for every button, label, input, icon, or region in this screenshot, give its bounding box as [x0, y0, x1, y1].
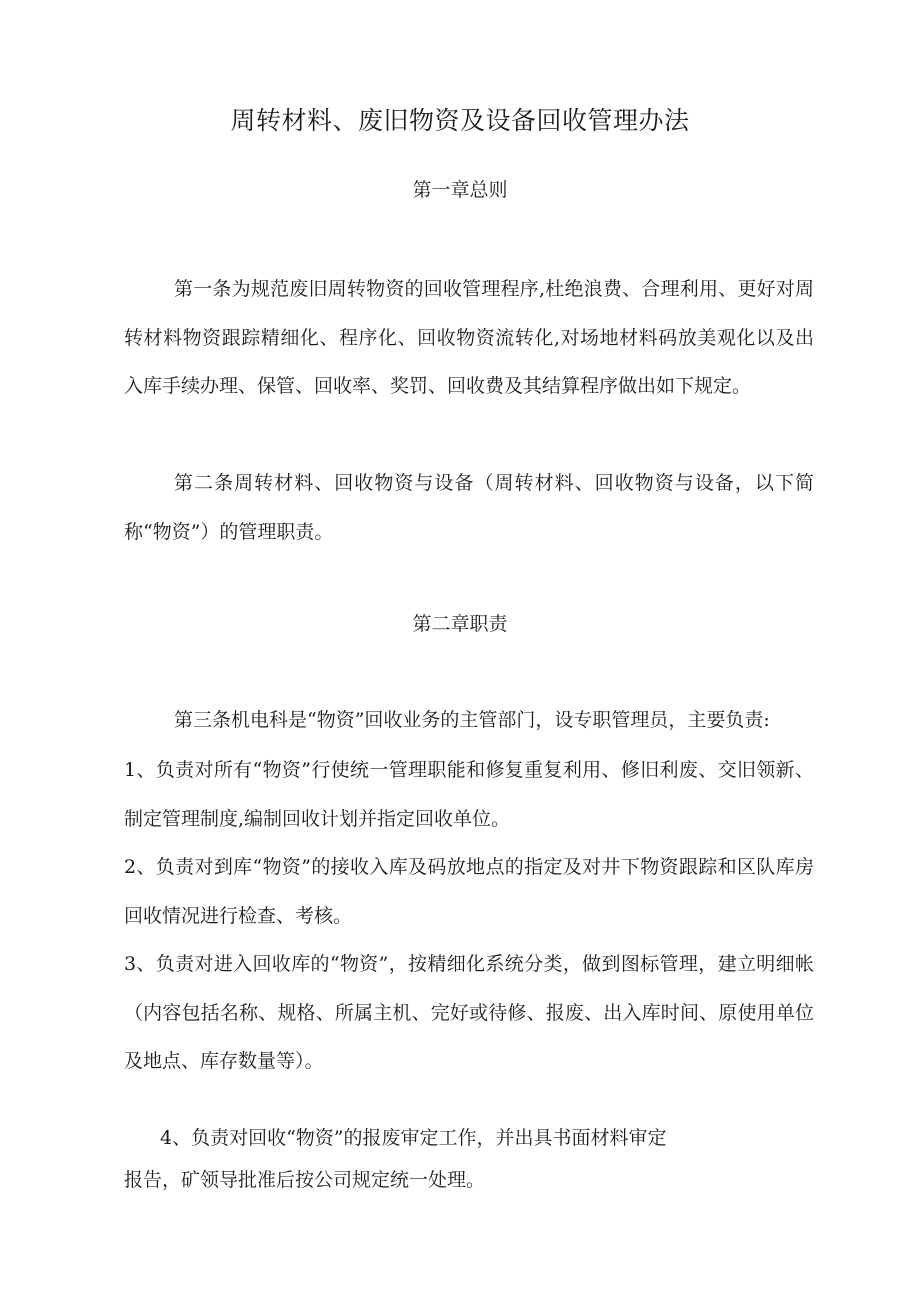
document-title: 周转材料、废旧物资及设备回收管理办法: [230, 106, 690, 135]
article-1: 第一条为规范废旧周转物资的回收管理程序,杜绝浪费、合理利用、更好对周转材料物资跟踪精细化、程序化、回收物资流转化,对场地材料码放美观化以及出入库手续办理、保管、回收率、奖罚、回收费及其结算程序做出如下规定。: [124, 278, 814, 397]
list-item-3: 3、负责对进入回收库的“物资”，按精细化系统分类，做到图标管理，建立明细帐（内容包括名称、规格、所属主机、完好或待修、报废、出入库时间、原使用单位及地点、库存数量等）。: [124, 953, 814, 1072]
list-item-2: 2、负责对到库“物资”的接收入库及码放地点的指定及对井下物资跟踪和区队库房回收情况进行检查、考核。: [124, 856, 814, 927]
list-item-1: 1、负责对所有“物资”行使统一管理职能和修复重复利用、修旧利废、交旧领新、制定管理制度,编制回收计划并指定回收单位。: [124, 759, 814, 830]
chapter-heading-1: 第一章总则: [412, 179, 508, 201]
chapter-heading-2: 第二章职责: [412, 613, 508, 635]
list-item-4-line-2: 报告，矿领导批准后按公司规定统一处理。: [124, 1169, 486, 1191]
article-3: 第三条机电科是“物资”回收业务的主管部门，设专职管理员，主要负责:: [174, 709, 770, 731]
list-item-4-line-1: 4、负责对回收“物资”的报废审定工作，并出具书面材料审定: [160, 1127, 667, 1149]
article-2: 第二条周转材料、回收物资与设备（周转材料、回收物资与设备，以下简称“物资”）的管理职责。: [124, 472, 814, 543]
